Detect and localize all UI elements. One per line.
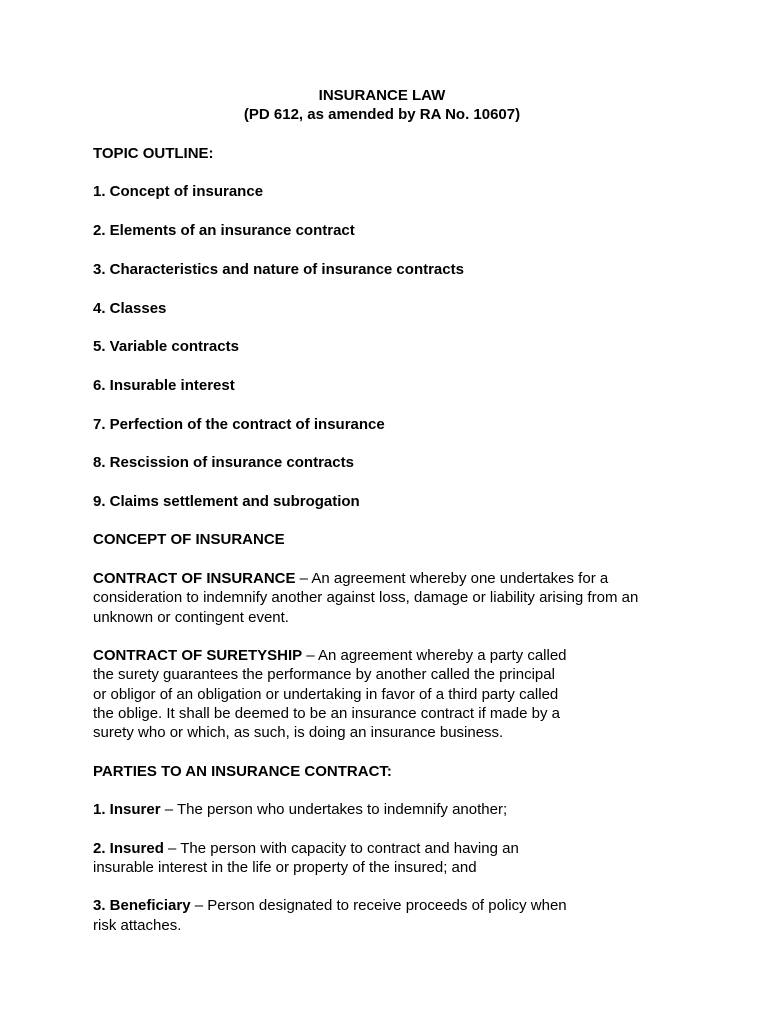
outline-item-9: 9. Claims settlement and subrogation	[93, 492, 360, 510]
outline-item-3: 3. Characteristics and nature of insurance contracts	[93, 260, 464, 278]
suretyship-definition	[93, 646, 683, 742]
definition-line	[93, 646, 683, 665]
parties-heading: PARTIES TO AN INSURANCE CONTRACT:	[93, 762, 392, 780]
definition-line	[93, 569, 683, 588]
outline-heading: TOPIC OUTLINE:	[93, 144, 214, 162]
outline-item-1: 1. Concept of insurance	[93, 183, 264, 201]
party-line: risk attaches.	[93, 916, 182, 934]
party-text: – The person with capacity to contract and having an	[163, 839, 519, 857]
definition-line: consideration to indemnify another against loss, damage or liability arising from an	[93, 589, 639, 607]
definition-line: unknown or contingent event.	[93, 608, 289, 626]
party-insurer	[93, 800, 683, 819]
party-term: 2. Insured	[93, 839, 164, 857]
definition-line: or obligor of an obligation or undertaking in favor of a third party called	[93, 685, 559, 703]
party-beneficiary	[93, 896, 683, 935]
party-term: 1. Insurer	[93, 801, 161, 819]
outline-item-5: 5. Variable contracts	[93, 338, 239, 356]
party-line	[93, 800, 683, 819]
definition-line: the surety guarantees the performance by another called the principal	[93, 666, 555, 684]
party-text: – The person who undertakes to indemnify another;	[160, 801, 508, 819]
document-subtitle: (PD 612, as amended by RA No. 10607)	[243, 106, 521, 124]
outline-item-6: 6. Insurable interest	[93, 376, 235, 394]
outline-item-8: 8. Rescission of insurance contracts	[93, 454, 354, 472]
outline-item-7: 7. Perfection of the contract of insurance	[93, 415, 385, 433]
outline-item-2: 2. Elements of an insurance contract	[93, 222, 355, 240]
insurance-definition	[93, 569, 683, 627]
definition-line: surety who or which, as such, is doing an insurance business.	[93, 724, 504, 742]
party-line: insurable interest in the life or property of the insured; and	[93, 858, 477, 876]
definition-line: the oblige. It shall be deemed to be an insurance contract if made by a	[93, 704, 560, 722]
document-title: INSURANCE LAW	[318, 87, 446, 104]
document-page	[93, 86, 683, 935]
party-insured	[93, 839, 683, 878]
concept-heading: CONCEPT OF INSURANCE	[93, 531, 285, 549]
definition-term: CONTRACT OF INSURANCE	[93, 569, 296, 587]
party-line	[93, 839, 683, 858]
party-line	[93, 896, 683, 915]
party-text: – Person designated to receive proceeds of policy when	[190, 897, 567, 915]
outline-item-4: 4. Classes	[93, 299, 167, 317]
definition-text: – An agreement whereby one undertakes for a	[295, 569, 609, 587]
definition-text: – An agreement whereby a party called	[302, 647, 567, 665]
party-term: 3. Beneficiary	[93, 897, 191, 915]
definition-term: CONTRACT OF SURETYSHIP	[93, 647, 303, 665]
